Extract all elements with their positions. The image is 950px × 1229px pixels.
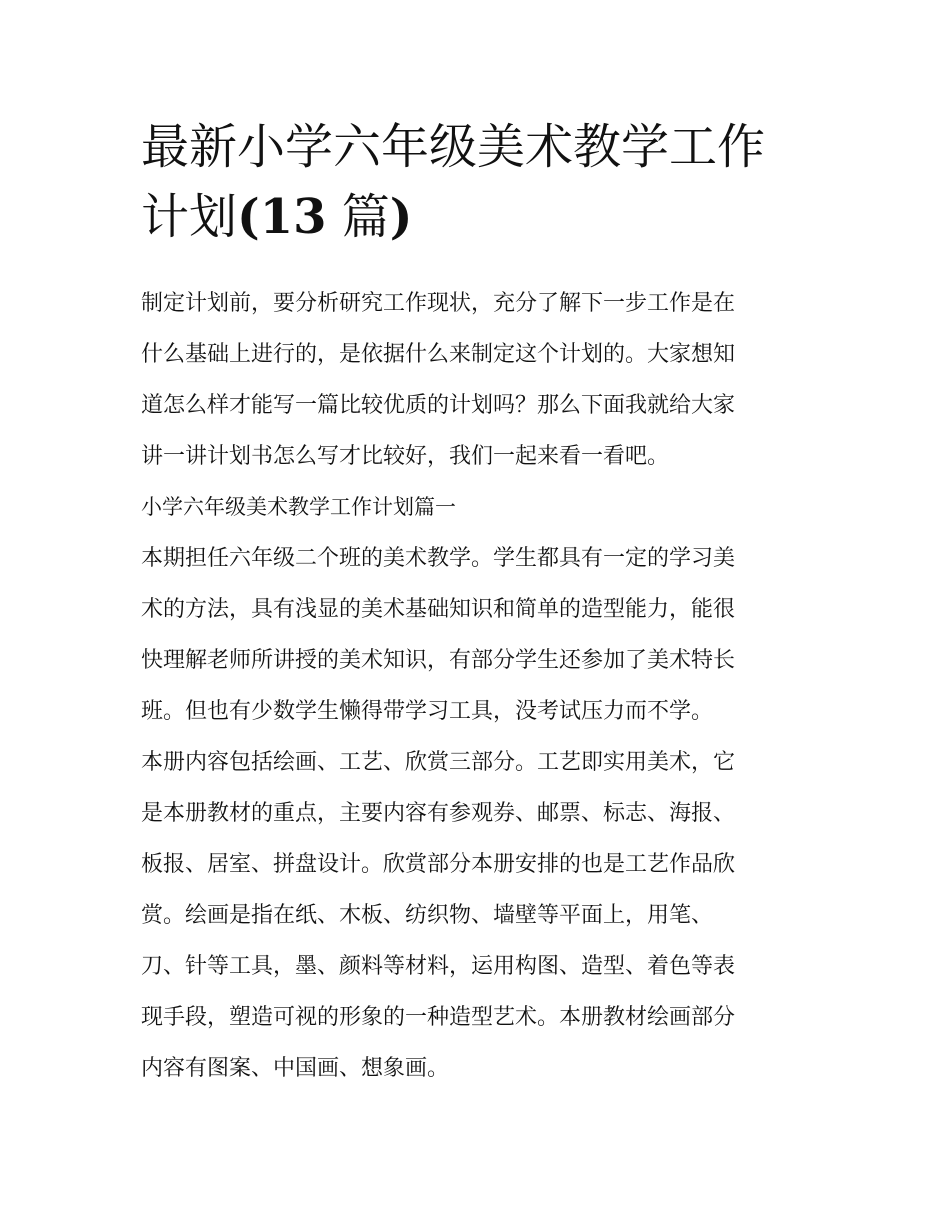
- text-line: 讲一讲计划书怎么写才比较好，我们一起来看一看吧。: [141, 444, 670, 469]
- text-line: 本期担任六年级二个班的美术教学。学生都具有一定的学习美: [141, 546, 736, 571]
- text-line: 本册内容包括绘画、工艺、欣赏三部分。工艺即实用美术，它: [141, 750, 736, 775]
- text-line: 赏。绘画是指在纸、木板、纺织物、墙壁等平面上，用笔、: [141, 903, 714, 928]
- text-line: 术的方法，具有浅显的美术基础知识和简单的造型能力，能很: [141, 597, 736, 622]
- title-line: 计划(13 篇): [141, 189, 413, 245]
- text-line: 刀、针等工具，墨、颜料等材料，运用构图、造型、着色等表: [141, 954, 736, 979]
- text-line: 什么基础上进行的，是依据什么来制定这个计划的。大家想知: [141, 342, 736, 367]
- section-heading: 小学六年级美术教学工作计划篇一: [141, 495, 456, 519]
- body-paragraph-2: [141, 737, 813, 1094]
- text-line: 现手段，塑造可视的形象的一种造型艺术。本册教材绘画部分: [141, 1005, 736, 1030]
- text-line: 班。但也有少数学生懒得带学习工具，没考试压力而不学。: [141, 699, 714, 724]
- text-line: 板报、居室、拼盘设计。欣赏部分本册安排的也是工艺作品欣: [141, 852, 736, 877]
- title-line: 最新小学六年级美术教学工作: [141, 119, 766, 175]
- document-page: [141, 112, 813, 1094]
- text-line: 制定计划前，要分析研究工作现状，充分了解下一步工作是在: [141, 291, 736, 316]
- text-line: 道怎么样才能写一篇比较优质的计划吗？那么下面我就给大家: [141, 393, 736, 418]
- text-line: 是本册教材的重点，主要内容有参观券、邮票、标志、海报、: [141, 801, 736, 826]
- text-line: 内容有图案、中国画、想象画。: [141, 1056, 450, 1081]
- body-paragraph-1: [141, 533, 813, 737]
- text-line: 快理解老师所讲授的美术知识，有部分学生还参加了美术特长: [141, 648, 736, 673]
- intro-paragraph: [141, 278, 813, 482]
- document-title: [141, 112, 813, 252]
